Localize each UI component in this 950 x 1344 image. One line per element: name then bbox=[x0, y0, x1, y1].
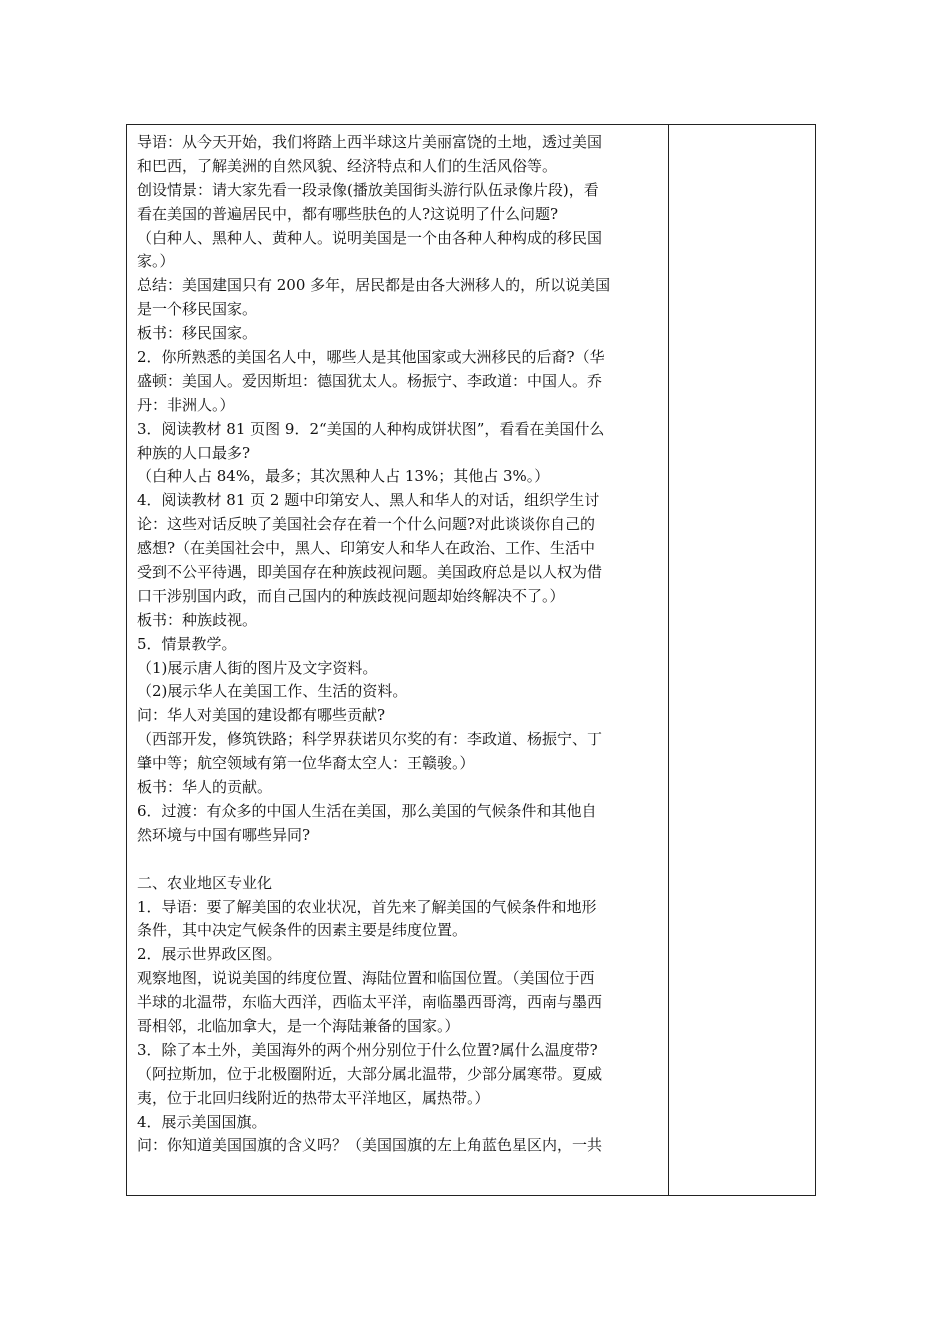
text-line: 1．导语：要了解美国的农业状况，首先来了解美国的气候条件和地形 bbox=[137, 897, 597, 916]
lesson-content-cell bbox=[127, 125, 669, 1195]
text-line: 受到不公平待遇，即美国存在种族歧视问题。美国政府总是以人权为借 bbox=[137, 563, 603, 582]
text-line: 问：华人对美国的建设都有哪些贡献? bbox=[137, 706, 386, 725]
text-line: 总结：美国建国只有 200 多年，居民都是由各大洲移人的，所以说美国 bbox=[137, 276, 611, 295]
text-line: （2)展示华人在美国工作、生活的资料。 bbox=[137, 682, 408, 701]
text-line: 是一个移民国家。 bbox=[137, 300, 258, 319]
text-line: 6．过渡：有众多的中国人生活在美国，那么美国的气候条件和其他自 bbox=[137, 801, 597, 820]
text-line: 肇中等；航空领域有第一位华裔太空人：王赣骏。） bbox=[137, 754, 475, 773]
text-line: 看在美国的普遍居民中，都有哪些肤色的人?这说明了什么问题? bbox=[137, 204, 559, 223]
lesson-table bbox=[126, 124, 816, 1196]
text-line: 2．你所熟悉的美国名人中，哪些人是其他国家或大洲移民的后裔?（华 bbox=[137, 348, 605, 367]
text-line: 丹：非洲人。） bbox=[137, 395, 235, 414]
text-line: 然环境与中国有哪些异同? bbox=[137, 825, 311, 844]
text-line: 板书：华人的贡献。 bbox=[137, 778, 273, 797]
text-line: （白种人占 84%，最多；其次黑种人占 13%；其他占 3%。） bbox=[137, 467, 550, 486]
text-line: （西部开发，修筑铁路；科学界获诺贝尔奖的有：李政道、杨振宁、丁 bbox=[137, 730, 603, 749]
lesson-text bbox=[137, 131, 663, 1158]
text-line: 条件，其中决定气候条件的因素主要是纬度位置。 bbox=[137, 921, 468, 940]
text-line: 4．展示美国国旗。 bbox=[137, 1112, 267, 1131]
text-line: 论：这些对话反映了美国社会存在着一个什么问题?对此谈谈你自己的 bbox=[137, 515, 596, 534]
text-line: 2．展示世界政区图。 bbox=[137, 945, 282, 964]
text-line: 创设情景：请大家先看一段录像(播放美国街头游行队伍录像片段)，看 bbox=[137, 180, 599, 199]
text-line: 观察地图，说说美国的纬度位置、海陆位置和临国位置。（美国位于西 bbox=[137, 969, 595, 988]
text-line: 半球的北温带，东临大西洋，西临太平洋，南临墨西哥湾，西南与墨西 bbox=[137, 993, 603, 1012]
text-line: 哥相邻，北临加拿大，是一个海陆兼备的国家。） bbox=[137, 1016, 460, 1035]
text-line: 家。） bbox=[137, 252, 175, 271]
text-line: 3．阅读教材 81 页图 9．2“美国的人种构成饼状图”，看看在美国什么 bbox=[137, 419, 605, 438]
text-line: 4．阅读教材 81 页 2 题中印第安人、黑人和华人的对话，组织学生讨 bbox=[137, 491, 600, 510]
text-line: 口干涉别国内政，而自己国内的种族歧视问题却始终解决不了。） bbox=[137, 586, 565, 605]
text-line: 盛顿：美国人。爱因斯坦：德国犹太人。杨振宁、李政道：中国人。乔 bbox=[137, 371, 603, 390]
text-line: 5．情景教学。 bbox=[137, 634, 237, 653]
text-line: （1)展示唐人街的图片及文字资料。 bbox=[137, 658, 378, 677]
text-line: 夷，位于北回归线附近的热带太平洋地区，属热带。） bbox=[137, 1088, 490, 1107]
text-line: 问：你知道美国国旗的含义吗？（美国国旗的左上角蓝色星区内，一共 bbox=[137, 1136, 603, 1155]
notes-cell bbox=[669, 125, 815, 1195]
text-line: （阿拉斯加，位于北极圈附近，大部分属北温带，少部分属寒带。夏威 bbox=[137, 1064, 603, 1083]
text-line: 3．除了本土外，美国海外的两个州分别位于什么位置?属什么温度带? bbox=[137, 1040, 598, 1059]
text-line: 种族的人口最多? bbox=[137, 443, 251, 462]
text-line: 感想?（在美国社会中，黑人、印第安人和华人在政治、工作、生活中 bbox=[137, 539, 596, 558]
text-line: 导语：从今天开始，我们将踏上西半球这片美丽富饶的土地，透过美国 bbox=[137, 133, 603, 151]
text-line: 二、农业地区专业化 bbox=[137, 873, 273, 892]
text-line: （白种人、黑种人、黄种人。说明美国是一个由各种人种构成的移民国 bbox=[137, 228, 603, 247]
text-line: 板书：种族歧视。 bbox=[137, 610, 258, 629]
blank-line bbox=[137, 848, 663, 872]
text-line: 和巴西，了解美洲的自然风貌、经济特点和人们的生活风俗等。 bbox=[137, 156, 558, 175]
text-line: 板书：移民国家。 bbox=[137, 324, 258, 343]
